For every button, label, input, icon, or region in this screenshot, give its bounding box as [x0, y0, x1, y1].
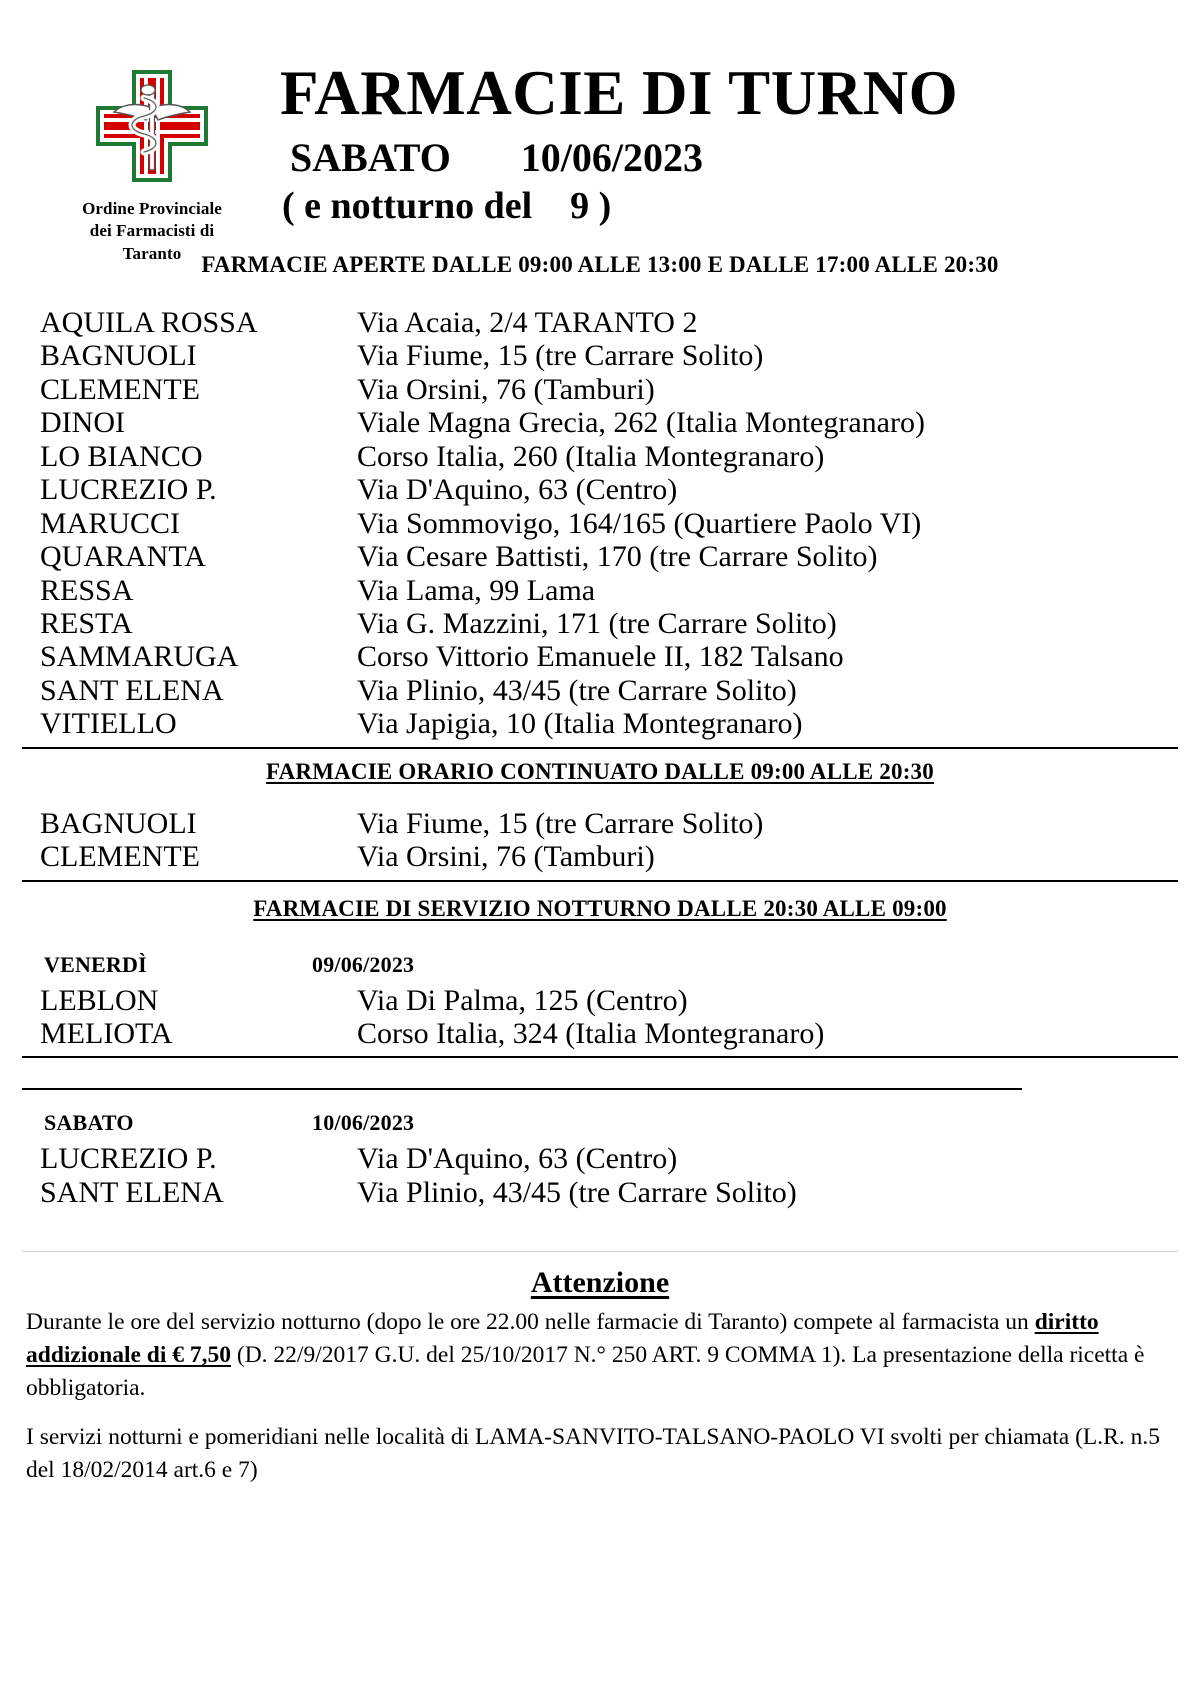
table-row	[22, 840, 1178, 873]
attention-text-part1: Durante le ore del servizio notturno (dopo le ore 22.00 nelle farmacie di Taranto) compete al farmacista un	[26, 1309, 1035, 1336]
pharmacy-name: BAGNUOLI	[40, 339, 197, 373]
pharmacy-name: LEBLON	[40, 983, 159, 1017]
pharmacy-list-venerdi	[22, 984, 1178, 1051]
pharmacy-name: VITIELLO	[40, 707, 177, 741]
pharmacy-name: RESSA	[40, 573, 134, 607]
pharmacy-name: QUARANTA	[40, 540, 206, 574]
pharmacy-address: Via Acaia, 2/4 TARANTO 2	[357, 306, 698, 339]
table-row	[22, 640, 1178, 673]
pharmacy-list-aperte	[22, 306, 1178, 741]
table-row	[22, 507, 1178, 540]
table-row	[22, 306, 1178, 339]
section-banner-notturno: FARMACIE DI SERVIZIO NOTTURNO DALLE 20:30 ALLE 09:00	[253, 895, 947, 921]
pharmacy-name: SANT ELENA	[40, 673, 224, 707]
pharmacy-address: Via D'Aquino, 63 (Centro)	[357, 473, 678, 507]
pharmacy-name: MELIOTA	[40, 1017, 173, 1050]
table-row	[22, 707, 1178, 740]
pharmacy-name: CLEMENTE	[40, 840, 200, 874]
table-row	[22, 1142, 1178, 1175]
table-row	[22, 440, 1178, 473]
title-block	[280, 58, 1180, 227]
pharmacy-name: AQUILA ROSSA	[40, 306, 258, 339]
pharmacy-name: DINOI	[40, 406, 125, 440]
night-date: 10/06/2023	[312, 1110, 415, 1136]
table-row	[22, 674, 1178, 707]
pharmacy-address: Via G. Mazzini, 171 (tre Carrare Solito)	[357, 606, 837, 640]
attention-fee-highlight: diritto addizionale di € 7,50	[26, 1309, 1099, 1369]
pharmacy-address: Via Orsini, 76 (Tamburi)	[357, 372, 655, 406]
pharmacy-address: Corso Vittorio Emanuele II, 182 Talsano	[357, 640, 844, 674]
attention-title: Attenzione	[530, 1266, 670, 1300]
night-day-header-sabato	[22, 1110, 1178, 1136]
page-title: FARMACIE DI TURNO	[280, 58, 959, 128]
section-banner-continuato: FARMACIE ORARIO CONTINUATO DALLE 09:00 ALLE 20:30	[266, 758, 934, 784]
pharmacy-name: SANT ELENA	[40, 1175, 224, 1209]
pharmacy-address: Via Cesare Battisti, 170 (tre Carrare Solito)	[357, 540, 878, 574]
night-weekday: SABATO	[44, 1110, 134, 1136]
table-row	[22, 540, 1178, 573]
pharmacy-name: SAMMARUGA	[40, 640, 239, 674]
pharmacy-name: LUCREZIO P.	[40, 473, 217, 507]
pharmacy-list-continuato	[22, 807, 1178, 874]
pharmacy-address: Via Plinio, 43/45 (tre Carrare Solito)	[357, 1175, 797, 1209]
pharmacy-address: Via Japigia, 10 (Italia Montegranaro)	[357, 707, 803, 741]
table-row	[22, 339, 1178, 372]
table-row	[22, 406, 1178, 439]
table-row	[22, 373, 1178, 406]
attention-text-part2: (D. 22/9/2017 G.U. del 25/10/2017 N.° 250 ART. 9 COMMA 1). La presentazione della ricetta è obbligatoria.	[26, 1342, 1145, 1402]
organization-name	[52, 198, 252, 265]
pharmacy-name: RESTA	[40, 606, 133, 640]
pharmacy-name: CLEMENTE	[40, 372, 200, 406]
table-row	[22, 984, 1178, 1017]
pharmacy-address: Via Plinio, 43/45 (tre Carrare Solito)	[357, 673, 797, 707]
table-row	[22, 574, 1178, 607]
pharmacy-address: Via Fiume, 15 (tre Carrare Solito)	[357, 339, 764, 373]
pharmacy-address: Viale Magna Grecia, 262 (Italia Montegranaro)	[357, 406, 925, 440]
page-subtitle-night: ( e notturno del 9 )	[282, 185, 612, 227]
footer-divider	[22, 1251, 1178, 1252]
table-row	[22, 1176, 1178, 1209]
pharmacy-name: LUCREZIO P.	[40, 1142, 217, 1176]
organization-logo-block	[52, 62, 252, 265]
night-date: 09/06/2023	[312, 951, 415, 977]
organization-line-3: Taranto	[122, 243, 182, 263]
attention-paragraph-2: I servizi notturni e pomeridiani nelle località di LAMA-SANVITO-TALSANO-PAOLO VI svolti per chiamata (L.R. n.5 del 18/02/2014 art.6 e 7)	[26, 1423, 1160, 1483]
pharmacy-name: MARUCCI	[40, 506, 181, 540]
attention-paragraph-1	[26, 1306, 1178, 1405]
organization-line-1: Ordine Provinciale	[82, 199, 222, 218]
night-weekday: VENERDÌ	[44, 951, 147, 977]
table-row	[22, 607, 1178, 640]
page-subtitle-date: SABATO 10/06/2023	[290, 135, 704, 180]
pharmacy-address: Via Orsini, 76 (Tamburi)	[357, 840, 655, 874]
section-banner-aperte: FARMACIE APERTE DALLE 09:00 ALLE 13:00 E DALLE 17:00 ALLE 20:30	[201, 252, 999, 277]
pharmacy-name: BAGNUOLI	[40, 806, 197, 840]
pharmacy-address: Corso Italia, 324 (Italia Montegranaro)	[357, 1017, 825, 1050]
pharmacy-address: Via Lama, 99 Lama	[357, 573, 596, 607]
pharmacy-name: LO BIANCO	[40, 439, 203, 473]
document-header	[22, 0, 1178, 263]
table-row	[22, 1017, 1178, 1050]
organization-line-2: dei Farmacisti di	[89, 221, 215, 241]
pharmacy-address: Via Fiume, 15 (tre Carrare Solito)	[357, 806, 764, 840]
pharmacy-cross-caduceus-icon	[88, 62, 216, 190]
pharmacy-address: Via Sommovigo, 164/165 (Quartiere Paolo VI)	[357, 506, 922, 540]
table-row	[22, 473, 1178, 506]
pharmacy-address: Via D'Aquino, 63 (Centro)	[357, 1142, 678, 1176]
pharmacy-address: Via Di Palma, 125 (Centro)	[357, 983, 688, 1017]
pharmacy-address: Corso Italia, 260 (Italia Montegranaro)	[357, 439, 825, 473]
pharmacy-list-sabato	[22, 1142, 1178, 1209]
table-row	[22, 807, 1178, 840]
night-day-header-venerdi	[22, 952, 1178, 978]
